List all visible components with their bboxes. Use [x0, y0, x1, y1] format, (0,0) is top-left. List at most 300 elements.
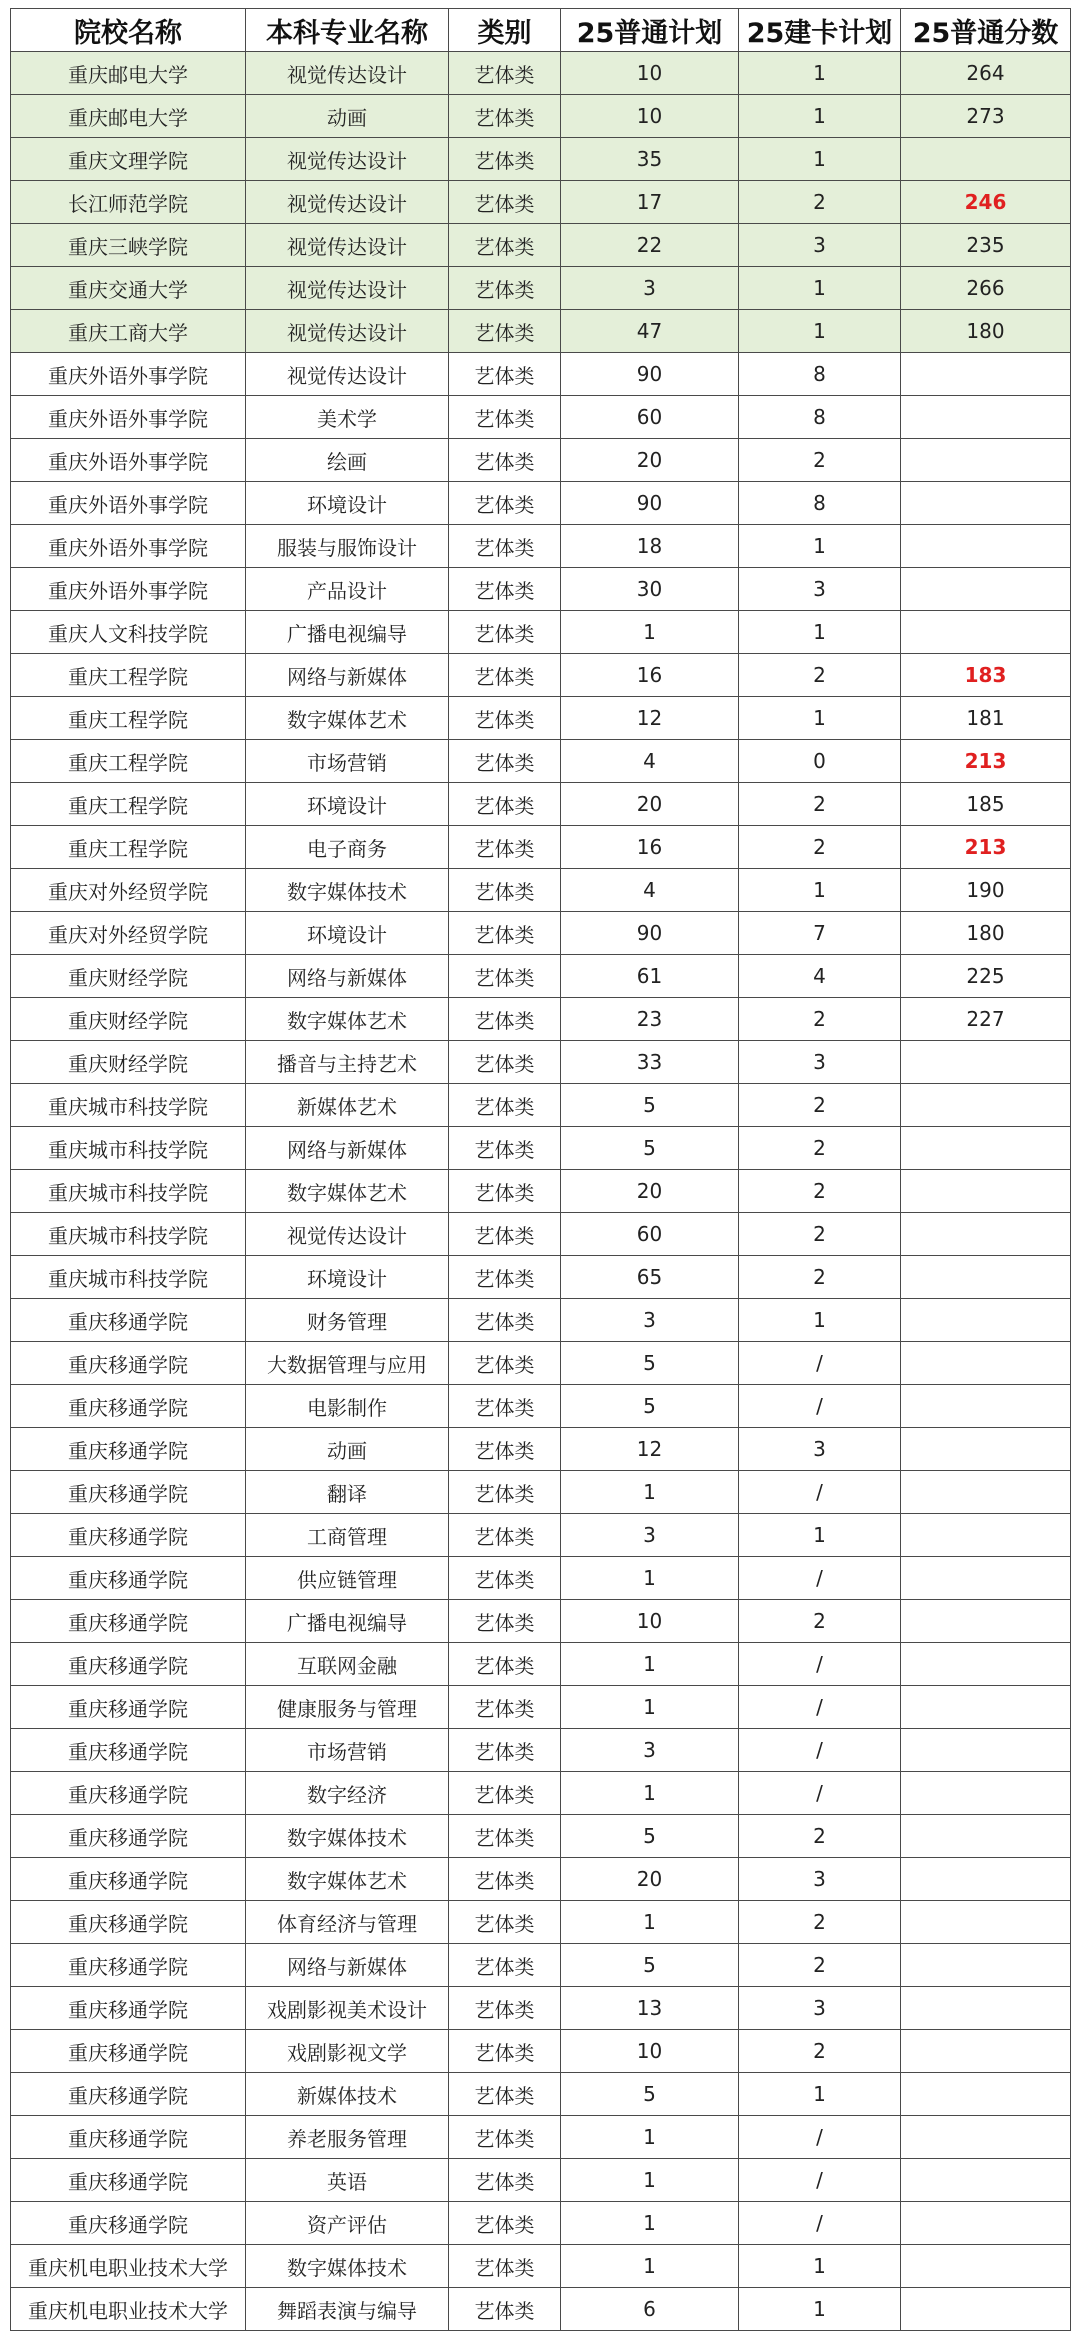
- category-cell: 艺体类: [449, 1041, 561, 1084]
- table-row: [11, 1815, 1071, 1858]
- regular-score-cell: [901, 1256, 1071, 1299]
- major-cell: 视觉传达设计: [246, 181, 449, 224]
- table-row: [11, 1299, 1071, 1342]
- card-plan-cell: 1: [739, 869, 901, 912]
- major-cell: 数字媒体技术: [246, 1815, 449, 1858]
- school-cell: 重庆移通学院: [11, 1944, 246, 1987]
- major-cell: 英语: [246, 2159, 449, 2202]
- card-plan-cell: 3: [739, 1858, 901, 1901]
- regular-plan-cell: 1: [561, 1901, 739, 1944]
- card-plan-cell: 1: [739, 697, 901, 740]
- school-cell: 重庆移通学院: [11, 1428, 246, 1471]
- regular-plan-cell: 90: [561, 912, 739, 955]
- category-cell: 艺体类: [449, 1729, 561, 1772]
- admission-plan-table-container: [10, 8, 1070, 2331]
- regular-score-cell: [901, 1772, 1071, 1815]
- regular-score-cell: [901, 396, 1071, 439]
- table-row: [11, 1729, 1071, 1772]
- table-body: [11, 52, 1071, 2331]
- school-cell: 重庆外语外事学院: [11, 396, 246, 439]
- school-cell: 重庆机电职业技术大学: [11, 2288, 246, 2331]
- major-cell: 数字媒体技术: [246, 2245, 449, 2288]
- school-cell: 重庆财经学院: [11, 1041, 246, 1084]
- regular-score-cell: [901, 568, 1071, 611]
- major-cell: 网络与新媒体: [246, 1127, 449, 1170]
- major-cell: 供应链管理: [246, 1557, 449, 1600]
- regular-score-cell: [901, 439, 1071, 482]
- category-cell: 艺体类: [449, 1643, 561, 1686]
- category-cell: 艺体类: [449, 482, 561, 525]
- school-cell: 重庆工程学院: [11, 697, 246, 740]
- category-cell: 艺体类: [449, 310, 561, 353]
- major-cell: 养老服务管理: [246, 2116, 449, 2159]
- table-row: [11, 955, 1071, 998]
- school-cell: 重庆机电职业技术大学: [11, 2245, 246, 2288]
- category-cell: 艺体类: [449, 1213, 561, 1256]
- card-plan-cell: 1: [739, 52, 901, 95]
- table-row: [11, 353, 1071, 396]
- category-cell: 艺体类: [449, 224, 561, 267]
- category-cell: 艺体类: [449, 1084, 561, 1127]
- card-plan-cell: 1: [739, 525, 901, 568]
- regular-score-cell: [901, 1084, 1071, 1127]
- regular-plan-cell: 16: [561, 826, 739, 869]
- card-plan-cell: 2: [739, 181, 901, 224]
- major-cell: 健康服务与管理: [246, 1686, 449, 1729]
- school-cell: 重庆移通学院: [11, 1858, 246, 1901]
- card-plan-cell: /: [739, 1729, 901, 1772]
- school-cell: 重庆移通学院: [11, 1901, 246, 1944]
- school-cell: 重庆城市科技学院: [11, 1256, 246, 1299]
- table-row: [11, 912, 1071, 955]
- major-cell: 互联网金融: [246, 1643, 449, 1686]
- regular-score-cell: [901, 1901, 1071, 1944]
- category-cell: 艺体类: [449, 740, 561, 783]
- regular-score-cell: [901, 1987, 1071, 2030]
- school-cell: 重庆工程学院: [11, 654, 246, 697]
- table-row: [11, 654, 1071, 697]
- category-cell: 艺体类: [449, 2202, 561, 2245]
- major-cell: 播音与主持艺术: [246, 1041, 449, 1084]
- category-cell: 艺体类: [449, 1471, 561, 1514]
- school-cell: 重庆移通学院: [11, 2159, 246, 2202]
- regular-plan-cell: 5: [561, 1342, 739, 1385]
- major-cell: 新媒体技术: [246, 2073, 449, 2116]
- major-cell: 舞蹈表演与编导: [246, 2288, 449, 2331]
- category-cell: 艺体类: [449, 568, 561, 611]
- table-row: [11, 2073, 1071, 2116]
- school-cell: 重庆对外经贸学院: [11, 912, 246, 955]
- school-cell: 重庆移通学院: [11, 1686, 246, 1729]
- card-plan-cell: /: [739, 1643, 901, 1686]
- major-cell: 产品设计: [246, 568, 449, 611]
- category-cell: 艺体类: [449, 1557, 561, 1600]
- table-row: [11, 181, 1071, 224]
- table-row: [11, 869, 1071, 912]
- regular-plan-cell: 12: [561, 697, 739, 740]
- card-plan-cell: 1: [739, 95, 901, 138]
- table-row: [11, 1428, 1071, 1471]
- school-cell: 重庆外语外事学院: [11, 439, 246, 482]
- table-row: [11, 2116, 1071, 2159]
- regular-score-cell: [901, 1299, 1071, 1342]
- table-row: [11, 1514, 1071, 1557]
- table-row: [11, 138, 1071, 181]
- regular-score-cell: 213: [901, 826, 1071, 869]
- major-cell: 视觉传达设计: [246, 1213, 449, 1256]
- regular-score-cell: [901, 1643, 1071, 1686]
- regular-score-cell: 183: [901, 654, 1071, 697]
- regular-score-cell: 180: [901, 912, 1071, 955]
- regular-plan-cell: 61: [561, 955, 739, 998]
- regular-score-cell: [901, 2030, 1071, 2073]
- table-row: [11, 1944, 1071, 1987]
- school-cell: 重庆城市科技学院: [11, 1213, 246, 1256]
- school-cell: 重庆城市科技学院: [11, 1084, 246, 1127]
- category-cell: 艺体类: [449, 1686, 561, 1729]
- regular-score-cell: [901, 2073, 1071, 2116]
- regular-plan-cell: 17: [561, 181, 739, 224]
- major-cell: 服装与服饰设计: [246, 525, 449, 568]
- card-plan-cell: /: [739, 1772, 901, 1815]
- school-cell: 重庆工程学院: [11, 826, 246, 869]
- regular-score-cell: [901, 1858, 1071, 1901]
- table-row: [11, 224, 1071, 267]
- major-cell: 工商管理: [246, 1514, 449, 1557]
- major-cell: 数字经济: [246, 1772, 449, 1815]
- category-cell: 艺体类: [449, 2030, 561, 2073]
- school-cell: 重庆移通学院: [11, 1299, 246, 1342]
- category-cell: 艺体类: [449, 2073, 561, 2116]
- category-cell: 艺体类: [449, 869, 561, 912]
- table-row: [11, 482, 1071, 525]
- school-cell: 重庆移通学院: [11, 1385, 246, 1428]
- card-plan-cell: 4: [739, 955, 901, 998]
- regular-score-cell: [901, 1428, 1071, 1471]
- major-cell: 网络与新媒体: [246, 955, 449, 998]
- regular-plan-cell: 20: [561, 1170, 739, 1213]
- school-cell: 重庆外语外事学院: [11, 568, 246, 611]
- header-regular-plan: 25普通计划: [561, 9, 739, 52]
- major-cell: 财务管理: [246, 1299, 449, 1342]
- regular-score-cell: 190: [901, 869, 1071, 912]
- table-row: [11, 697, 1071, 740]
- major-cell: 动画: [246, 1428, 449, 1471]
- table-row: [11, 1127, 1071, 1170]
- category-cell: 艺体类: [449, 1342, 561, 1385]
- category-cell: 艺体类: [449, 955, 561, 998]
- school-cell: 重庆移通学院: [11, 1514, 246, 1557]
- category-cell: 艺体类: [449, 267, 561, 310]
- regular-plan-cell: 12: [561, 1428, 739, 1471]
- regular-plan-cell: 35: [561, 138, 739, 181]
- admission-plan-table: [10, 8, 1071, 2331]
- school-cell: 重庆交通大学: [11, 267, 246, 310]
- regular-score-cell: [901, 611, 1071, 654]
- major-cell: 环境设计: [246, 1256, 449, 1299]
- table-row: [11, 1342, 1071, 1385]
- regular-score-cell: 246: [901, 181, 1071, 224]
- category-cell: 艺体类: [449, 1600, 561, 1643]
- school-cell: 重庆外语外事学院: [11, 353, 246, 396]
- category-cell: 艺体类: [449, 783, 561, 826]
- table-row: [11, 1557, 1071, 1600]
- card-plan-cell: 2: [739, 1901, 901, 1944]
- category-cell: 艺体类: [449, 1815, 561, 1858]
- regular-plan-cell: 4: [561, 869, 739, 912]
- card-plan-cell: 3: [739, 568, 901, 611]
- table-row: [11, 439, 1071, 482]
- table-row: [11, 396, 1071, 439]
- category-cell: 艺体类: [449, 998, 561, 1041]
- category-cell: 艺体类: [449, 1256, 561, 1299]
- card-plan-cell: 2: [739, 998, 901, 1041]
- table-row: [11, 1256, 1071, 1299]
- table-row: [11, 2202, 1071, 2245]
- regular-score-cell: [901, 482, 1071, 525]
- table-row: [11, 2288, 1071, 2331]
- category-cell: 艺体类: [449, 697, 561, 740]
- card-plan-cell: 1: [739, 611, 901, 654]
- regular-score-cell: [901, 2116, 1071, 2159]
- regular-plan-cell: 90: [561, 353, 739, 396]
- major-cell: 市场营销: [246, 1729, 449, 1772]
- table-row: [11, 1600, 1071, 1643]
- school-cell: 重庆对外经贸学院: [11, 869, 246, 912]
- regular-score-cell: [901, 525, 1071, 568]
- category-cell: 艺体类: [449, 138, 561, 181]
- school-cell: 重庆移通学院: [11, 1987, 246, 2030]
- card-plan-cell: /: [739, 1471, 901, 1514]
- regular-plan-cell: 5: [561, 1127, 739, 1170]
- regular-plan-cell: 1: [561, 1686, 739, 1729]
- card-plan-cell: /: [739, 2159, 901, 2202]
- regular-score-cell: 266: [901, 267, 1071, 310]
- card-plan-cell: 2: [739, 1170, 901, 1213]
- card-plan-cell: 2: [739, 1600, 901, 1643]
- school-cell: 重庆三峡学院: [11, 224, 246, 267]
- category-cell: 艺体类: [449, 396, 561, 439]
- regular-score-cell: [901, 1514, 1071, 1557]
- major-cell: 动画: [246, 95, 449, 138]
- category-cell: 艺体类: [449, 654, 561, 697]
- regular-score-cell: [901, 138, 1071, 181]
- regular-plan-cell: 1: [561, 1772, 739, 1815]
- header-category: 类别: [449, 9, 561, 52]
- regular-plan-cell: 65: [561, 1256, 739, 1299]
- major-cell: 视觉传达设计: [246, 353, 449, 396]
- major-cell: 翻译: [246, 1471, 449, 1514]
- major-cell: 环境设计: [246, 783, 449, 826]
- table-row: [11, 2159, 1071, 2202]
- school-cell: 长江师范学院: [11, 181, 246, 224]
- card-plan-cell: /: [739, 1557, 901, 1600]
- regular-plan-cell: 3: [561, 1514, 739, 1557]
- table-row: [11, 568, 1071, 611]
- table-row: [11, 740, 1071, 783]
- header-regular-score: 25普通分数: [901, 9, 1071, 52]
- school-cell: 重庆移通学院: [11, 2202, 246, 2245]
- school-cell: 重庆人文科技学院: [11, 611, 246, 654]
- major-cell: 广播电视编导: [246, 1600, 449, 1643]
- regular-plan-cell: 6: [561, 2288, 739, 2331]
- major-cell: 电影制作: [246, 1385, 449, 1428]
- card-plan-cell: 1: [739, 2073, 901, 2116]
- major-cell: 市场营销: [246, 740, 449, 783]
- regular-score-cell: [901, 1944, 1071, 1987]
- category-cell: 艺体类: [449, 1901, 561, 1944]
- regular-plan-cell: 5: [561, 2073, 739, 2116]
- regular-plan-cell: 20: [561, 1858, 739, 1901]
- table-row: [11, 52, 1071, 95]
- regular-score-cell: [901, 1342, 1071, 1385]
- regular-score-cell: 213: [901, 740, 1071, 783]
- table-row: [11, 525, 1071, 568]
- school-cell: 重庆邮电大学: [11, 95, 246, 138]
- regular-plan-cell: 47: [561, 310, 739, 353]
- school-cell: 重庆移通学院: [11, 1557, 246, 1600]
- regular-score-cell: 185: [901, 783, 1071, 826]
- card-plan-cell: 2: [739, 1127, 901, 1170]
- regular-score-cell: [901, 2288, 1071, 2331]
- major-cell: 环境设计: [246, 912, 449, 955]
- table-row: [11, 1858, 1071, 1901]
- major-cell: 美术学: [246, 396, 449, 439]
- regular-plan-cell: 1: [561, 2202, 739, 2245]
- card-plan-cell: 8: [739, 482, 901, 525]
- category-cell: 艺体类: [449, 826, 561, 869]
- regular-plan-cell: 5: [561, 1815, 739, 1858]
- regular-score-cell: 225: [901, 955, 1071, 998]
- school-cell: 重庆移通学院: [11, 1471, 246, 1514]
- regular-score-cell: 181: [901, 697, 1071, 740]
- regular-score-cell: [901, 1127, 1071, 1170]
- regular-score-cell: [901, 1213, 1071, 1256]
- card-plan-cell: 3: [739, 1428, 901, 1471]
- card-plan-cell: 2: [739, 1256, 901, 1299]
- regular-score-cell: [901, 353, 1071, 396]
- major-cell: 网络与新媒体: [246, 1944, 449, 1987]
- school-cell: 重庆外语外事学院: [11, 525, 246, 568]
- major-cell: 数字媒体艺术: [246, 998, 449, 1041]
- regular-plan-cell: 10: [561, 52, 739, 95]
- regular-plan-cell: 60: [561, 1213, 739, 1256]
- table-row: [11, 1084, 1071, 1127]
- regular-plan-cell: 3: [561, 1729, 739, 1772]
- card-plan-cell: 3: [739, 1041, 901, 1084]
- table-row: [11, 1987, 1071, 2030]
- regular-plan-cell: 1: [561, 2159, 739, 2202]
- regular-score-cell: [901, 1385, 1071, 1428]
- major-cell: 戏剧影视文学: [246, 2030, 449, 2073]
- regular-plan-cell: 22: [561, 224, 739, 267]
- table-row: [11, 1772, 1071, 1815]
- regular-score-cell: [901, 1041, 1071, 1084]
- category-cell: 艺体类: [449, 1858, 561, 1901]
- regular-score-cell: [901, 1729, 1071, 1772]
- table-row: [11, 826, 1071, 869]
- school-cell: 重庆财经学院: [11, 955, 246, 998]
- category-cell: 艺体类: [449, 1299, 561, 1342]
- major-cell: 电子商务: [246, 826, 449, 869]
- category-cell: 艺体类: [449, 1772, 561, 1815]
- table-row: [11, 1643, 1071, 1686]
- major-cell: 资产评估: [246, 2202, 449, 2245]
- card-plan-cell: /: [739, 1686, 901, 1729]
- regular-plan-cell: 20: [561, 783, 739, 826]
- regular-score-cell: [901, 1815, 1071, 1858]
- card-plan-cell: 1: [739, 310, 901, 353]
- category-cell: 艺体类: [449, 1127, 561, 1170]
- school-cell: 重庆移通学院: [11, 1342, 246, 1385]
- major-cell: 绘画: [246, 439, 449, 482]
- category-cell: 艺体类: [449, 1514, 561, 1557]
- card-plan-cell: 2: [739, 826, 901, 869]
- card-plan-cell: 2: [739, 1213, 901, 1256]
- regular-plan-cell: 1: [561, 1643, 739, 1686]
- school-cell: 重庆外语外事学院: [11, 482, 246, 525]
- regular-score-cell: [901, 2202, 1071, 2245]
- regular-score-cell: [901, 1686, 1071, 1729]
- category-cell: 艺体类: [449, 353, 561, 396]
- card-plan-cell: 1: [739, 138, 901, 181]
- major-cell: 数字媒体艺术: [246, 1858, 449, 1901]
- category-cell: 艺体类: [449, 2116, 561, 2159]
- table-row: [11, 783, 1071, 826]
- school-cell: 重庆移通学院: [11, 1815, 246, 1858]
- table-row: [11, 310, 1071, 353]
- header-major-name: 本科专业名称: [246, 9, 449, 52]
- category-cell: 艺体类: [449, 525, 561, 568]
- header-card-plan: 25建卡计划: [739, 9, 901, 52]
- table-row: [11, 998, 1071, 1041]
- category-cell: 艺体类: [449, 1428, 561, 1471]
- card-plan-cell: 2: [739, 654, 901, 697]
- regular-plan-cell: 1: [561, 2116, 739, 2159]
- regular-plan-cell: 1: [561, 1471, 739, 1514]
- table-row: [11, 1213, 1071, 1256]
- category-cell: 艺体类: [449, 2288, 561, 2331]
- category-cell: 艺体类: [449, 1987, 561, 2030]
- regular-score-cell: 264: [901, 52, 1071, 95]
- regular-score-cell: 227: [901, 998, 1071, 1041]
- regular-plan-cell: 3: [561, 267, 739, 310]
- regular-plan-cell: 4: [561, 740, 739, 783]
- card-plan-cell: 0: [739, 740, 901, 783]
- card-plan-cell: /: [739, 2202, 901, 2245]
- regular-plan-cell: 33: [561, 1041, 739, 1084]
- regular-plan-cell: 1: [561, 2245, 739, 2288]
- school-cell: 重庆文理学院: [11, 138, 246, 181]
- card-plan-cell: 2: [739, 1084, 901, 1127]
- regular-plan-cell: 10: [561, 1600, 739, 1643]
- major-cell: 视觉传达设计: [246, 224, 449, 267]
- major-cell: 视觉传达设计: [246, 310, 449, 353]
- major-cell: 广播电视编导: [246, 611, 449, 654]
- regular-plan-cell: 10: [561, 2030, 739, 2073]
- card-plan-cell: /: [739, 1342, 901, 1385]
- category-cell: 艺体类: [449, 181, 561, 224]
- card-plan-cell: 2: [739, 2030, 901, 2073]
- header-school-name: 院校名称: [11, 9, 246, 52]
- table-row: [11, 95, 1071, 138]
- category-cell: 艺体类: [449, 1385, 561, 1428]
- card-plan-cell: 3: [739, 1987, 901, 2030]
- major-cell: 视觉传达设计: [246, 267, 449, 310]
- regular-plan-cell: 18: [561, 525, 739, 568]
- regular-plan-cell: 1: [561, 611, 739, 654]
- major-cell: 数字媒体艺术: [246, 697, 449, 740]
